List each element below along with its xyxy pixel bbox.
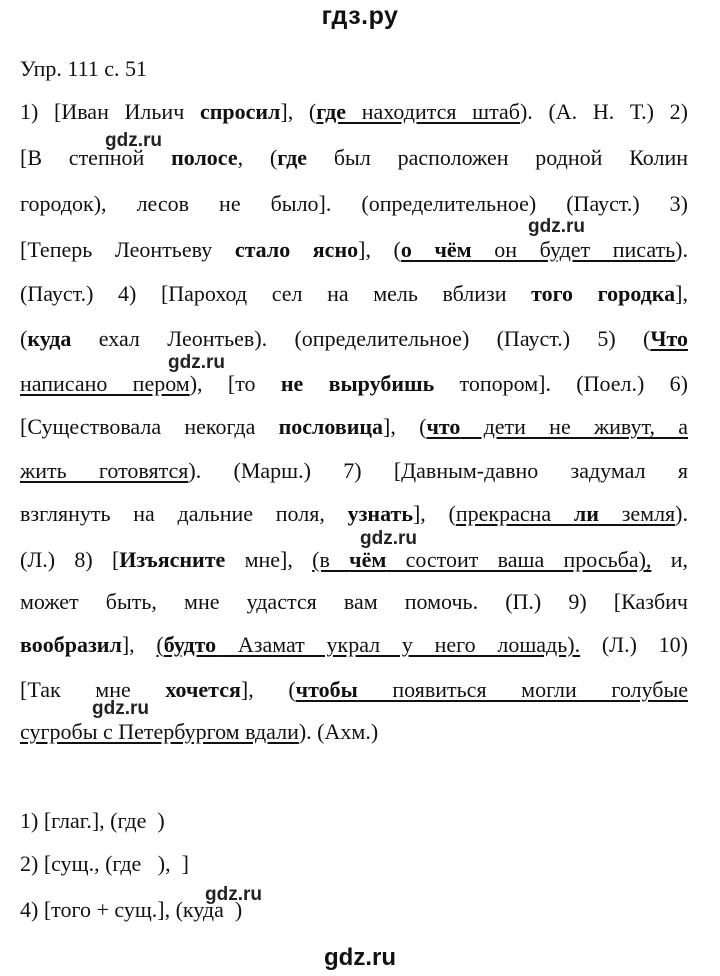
paragraph-line-8: [Существовала некогда пословица], (что дети не живут, а (20, 414, 689, 439)
site-header: гдз.ру (321, 2, 399, 30)
scheme-line-1: 1) [глаг.], (где ) (20, 808, 165, 833)
paragraph-line-1: 1) [Иван Ильич спросил], (где находится штаб). (А. Н. Т.) 2) (20, 99, 688, 124)
paragraph-line-15: сугробы с Петербургом вдали). (Ахм.) (20, 719, 379, 744)
scheme-line-2: 2) [сущ., (где ), ] (20, 851, 189, 876)
watermark: gdz.ru (105, 130, 162, 151)
paragraph-line-7: написано пером), [то не вырубишь топором]. (Поел.) 6) (20, 371, 688, 396)
watermark: gdz.ru (168, 352, 225, 373)
paragraph-line-10: взглянуть на дальние поля, узнать], (прекрасна ли земля). (20, 501, 688, 526)
exercise-title: Упр. 111 с. 51 (20, 56, 148, 81)
watermark: gdz.ru (360, 528, 417, 549)
paragraph-line-13: вообразил], (будто Азамат украл у него лошадь). (Л.) 10) (20, 632, 688, 657)
site-footer: gdz.ru (324, 944, 396, 971)
watermark: gdz.ru (528, 216, 585, 237)
paragraph-line-9: жить готовятся). (Марш.) 7) [Давным-давно задумал я (20, 458, 688, 483)
paragraph-line-3: городок), лесов не было]. (определительное) (Пауст.) 3) (20, 191, 688, 216)
paragraph-line-12: может быть, мне удастся вам помочь. (П.) 9) [Казбич (20, 589, 688, 614)
paragraph-line-6: (куда ехал Леонтьев). (определительное) (Пауст.) 5) (Что (20, 326, 688, 351)
paragraph-line-5: (Пауст.) 4) [Пароход сел на мель вблизи того городка], (20, 281, 688, 306)
watermark: gdz.ru (205, 884, 262, 905)
paragraph-line-14: [Так мне хочется], (чтобы появиться могли голубые (20, 677, 689, 702)
paragraph-line-4: [Теперь Леонтьеву стало ясно], (о чём он будет писать). (20, 237, 688, 262)
watermark: gdz.ru (92, 698, 149, 719)
paragraph-line-11: (Л.) 8) [Изъясните мне], (в чём состоит ваша просьба), и, (20, 547, 688, 572)
paragraph-line-2: [В степной полосе, (где был расположен родной Колин (20, 145, 689, 170)
scheme-line-3: 4) [того + сущ.], (куда ) (20, 897, 243, 922)
